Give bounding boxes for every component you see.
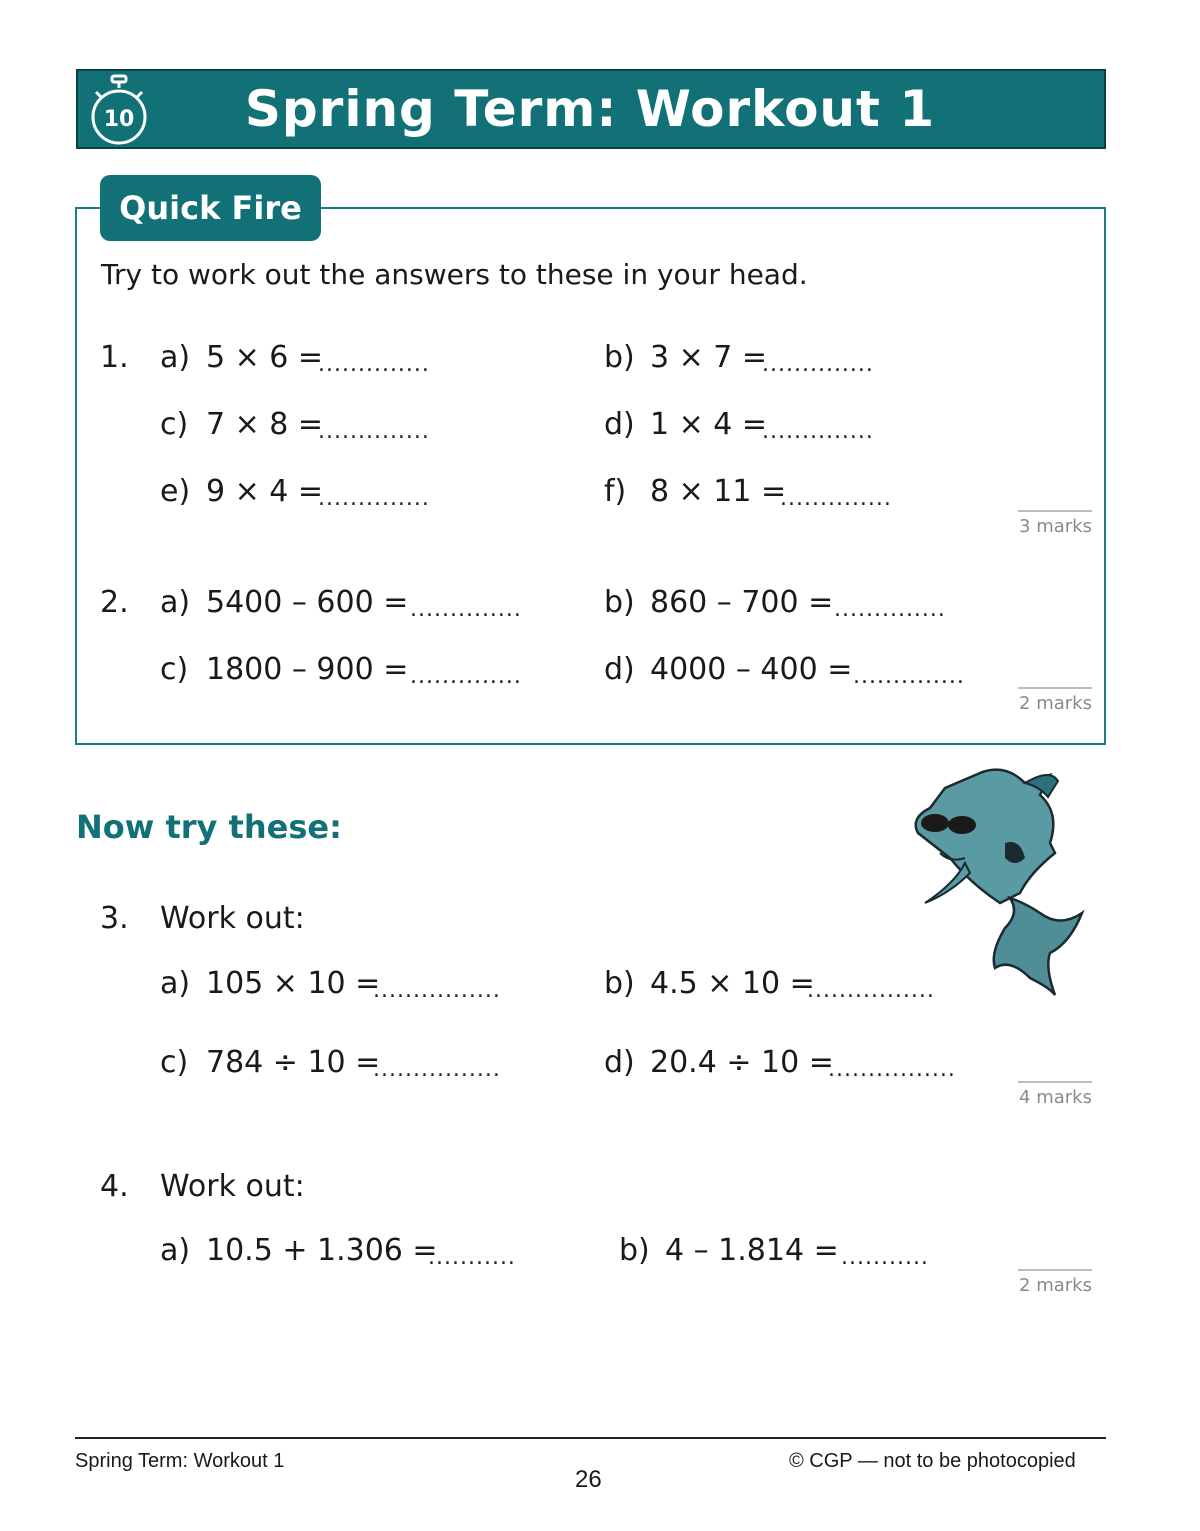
answer-blank[interactable]: .............. bbox=[410, 597, 522, 622]
expression: 784 ÷ 10 = bbox=[206, 1045, 381, 1080]
part-label: d) bbox=[604, 1045, 635, 1080]
part-label: c) bbox=[160, 407, 189, 442]
part-label: a) bbox=[160, 966, 191, 1001]
answer-blank[interactable]: .............. bbox=[318, 486, 430, 511]
expression: 20.4 ÷ 10 = bbox=[650, 1045, 834, 1080]
question-number: 3. bbox=[100, 901, 129, 936]
expression: 5400 – 600 = bbox=[206, 585, 409, 620]
answer-blank[interactable]: ................ bbox=[373, 978, 501, 1003]
question-number: 4. bbox=[100, 1169, 129, 1204]
answer-blank[interactable]: ................ bbox=[373, 1057, 501, 1082]
answer-blank[interactable]: ........... bbox=[841, 1245, 929, 1270]
expression: 8 × 11 = bbox=[650, 474, 787, 509]
question-number: 2. bbox=[100, 585, 129, 620]
expression: 5 × 6 = bbox=[206, 340, 324, 375]
marks-line bbox=[1018, 510, 1092, 512]
section-heading: Now try these: bbox=[76, 808, 342, 846]
stopwatch-icon bbox=[88, 74, 150, 146]
expression: 1 × 4 = bbox=[650, 407, 768, 442]
copyright-notice: © CGP — not to be photocopied bbox=[789, 1450, 1076, 1472]
timer-minutes: 10 bbox=[103, 107, 135, 132]
answer-blank[interactable]: .............. bbox=[410, 664, 522, 689]
marks-line bbox=[1018, 1269, 1092, 1271]
answer-blank[interactable]: .............. bbox=[318, 352, 430, 377]
instruction-text: Try to work out the answers to these in your head. bbox=[101, 258, 808, 291]
answer-blank[interactable]: .............. bbox=[762, 419, 874, 444]
marks-label: 2 marks bbox=[1019, 693, 1092, 714]
part-label: e) bbox=[160, 474, 191, 509]
part-label: b) bbox=[619, 1233, 650, 1268]
marks-label: 3 marks bbox=[1019, 516, 1092, 537]
part-label: c) bbox=[160, 1045, 189, 1080]
expression: 4 – 1.814 = bbox=[665, 1233, 839, 1268]
fish-with-sunglasses-icon bbox=[910, 763, 1090, 998]
expression: 10.5 + 1.306 = bbox=[206, 1233, 438, 1268]
expression: 4.5 × 10 = bbox=[650, 966, 815, 1001]
part-label: b) bbox=[604, 585, 635, 620]
answer-blank[interactable]: .............. bbox=[762, 352, 874, 377]
answer-blank[interactable]: .............. bbox=[853, 664, 965, 689]
marks-line bbox=[1018, 1081, 1092, 1083]
answer-blank[interactable]: ................ bbox=[807, 978, 935, 1003]
answer-blank[interactable]: ........... bbox=[428, 1245, 516, 1270]
answer-blank[interactable]: .............. bbox=[318, 419, 430, 444]
expression: 105 × 10 = bbox=[206, 966, 381, 1001]
answer-blank[interactable]: ................ bbox=[828, 1057, 956, 1082]
footer-title: Spring Term: Workout 1 bbox=[75, 1450, 285, 1472]
part-label: a) bbox=[160, 340, 191, 375]
answer-blank[interactable]: .............. bbox=[834, 597, 946, 622]
part-label: a) bbox=[160, 585, 191, 620]
answer-blank[interactable]: .............. bbox=[780, 486, 892, 511]
part-label: d) bbox=[604, 407, 635, 442]
question-number: 1. bbox=[100, 340, 129, 375]
marks-line bbox=[1018, 687, 1092, 689]
part-label: d) bbox=[604, 652, 635, 687]
part-label: b) bbox=[604, 340, 635, 375]
part-label: a) bbox=[160, 1233, 191, 1268]
expression: 4000 – 400 = bbox=[650, 652, 853, 687]
expression: 7 × 8 = bbox=[206, 407, 324, 442]
marks-label: 4 marks bbox=[1019, 1087, 1092, 1108]
expression: 3 × 7 = bbox=[650, 340, 768, 375]
question-prompt: Work out: bbox=[160, 901, 305, 936]
part-label: b) bbox=[604, 966, 635, 1001]
expression: 860 – 700 = bbox=[650, 585, 834, 620]
page-number: 26 bbox=[575, 1466, 602, 1493]
expression: 1800 – 900 = bbox=[206, 652, 409, 687]
part-label: f) bbox=[604, 474, 627, 509]
expression: 9 × 4 = bbox=[206, 474, 324, 509]
marks-label: 2 marks bbox=[1019, 1275, 1092, 1296]
page-title: Spring Term: Workout 1 bbox=[244, 80, 936, 138]
footer-divider bbox=[75, 1437, 1106, 1439]
quick-fire-tab: Quick Fire bbox=[100, 175, 321, 241]
part-label: c) bbox=[160, 652, 189, 687]
question-prompt: Work out: bbox=[160, 1169, 305, 1204]
